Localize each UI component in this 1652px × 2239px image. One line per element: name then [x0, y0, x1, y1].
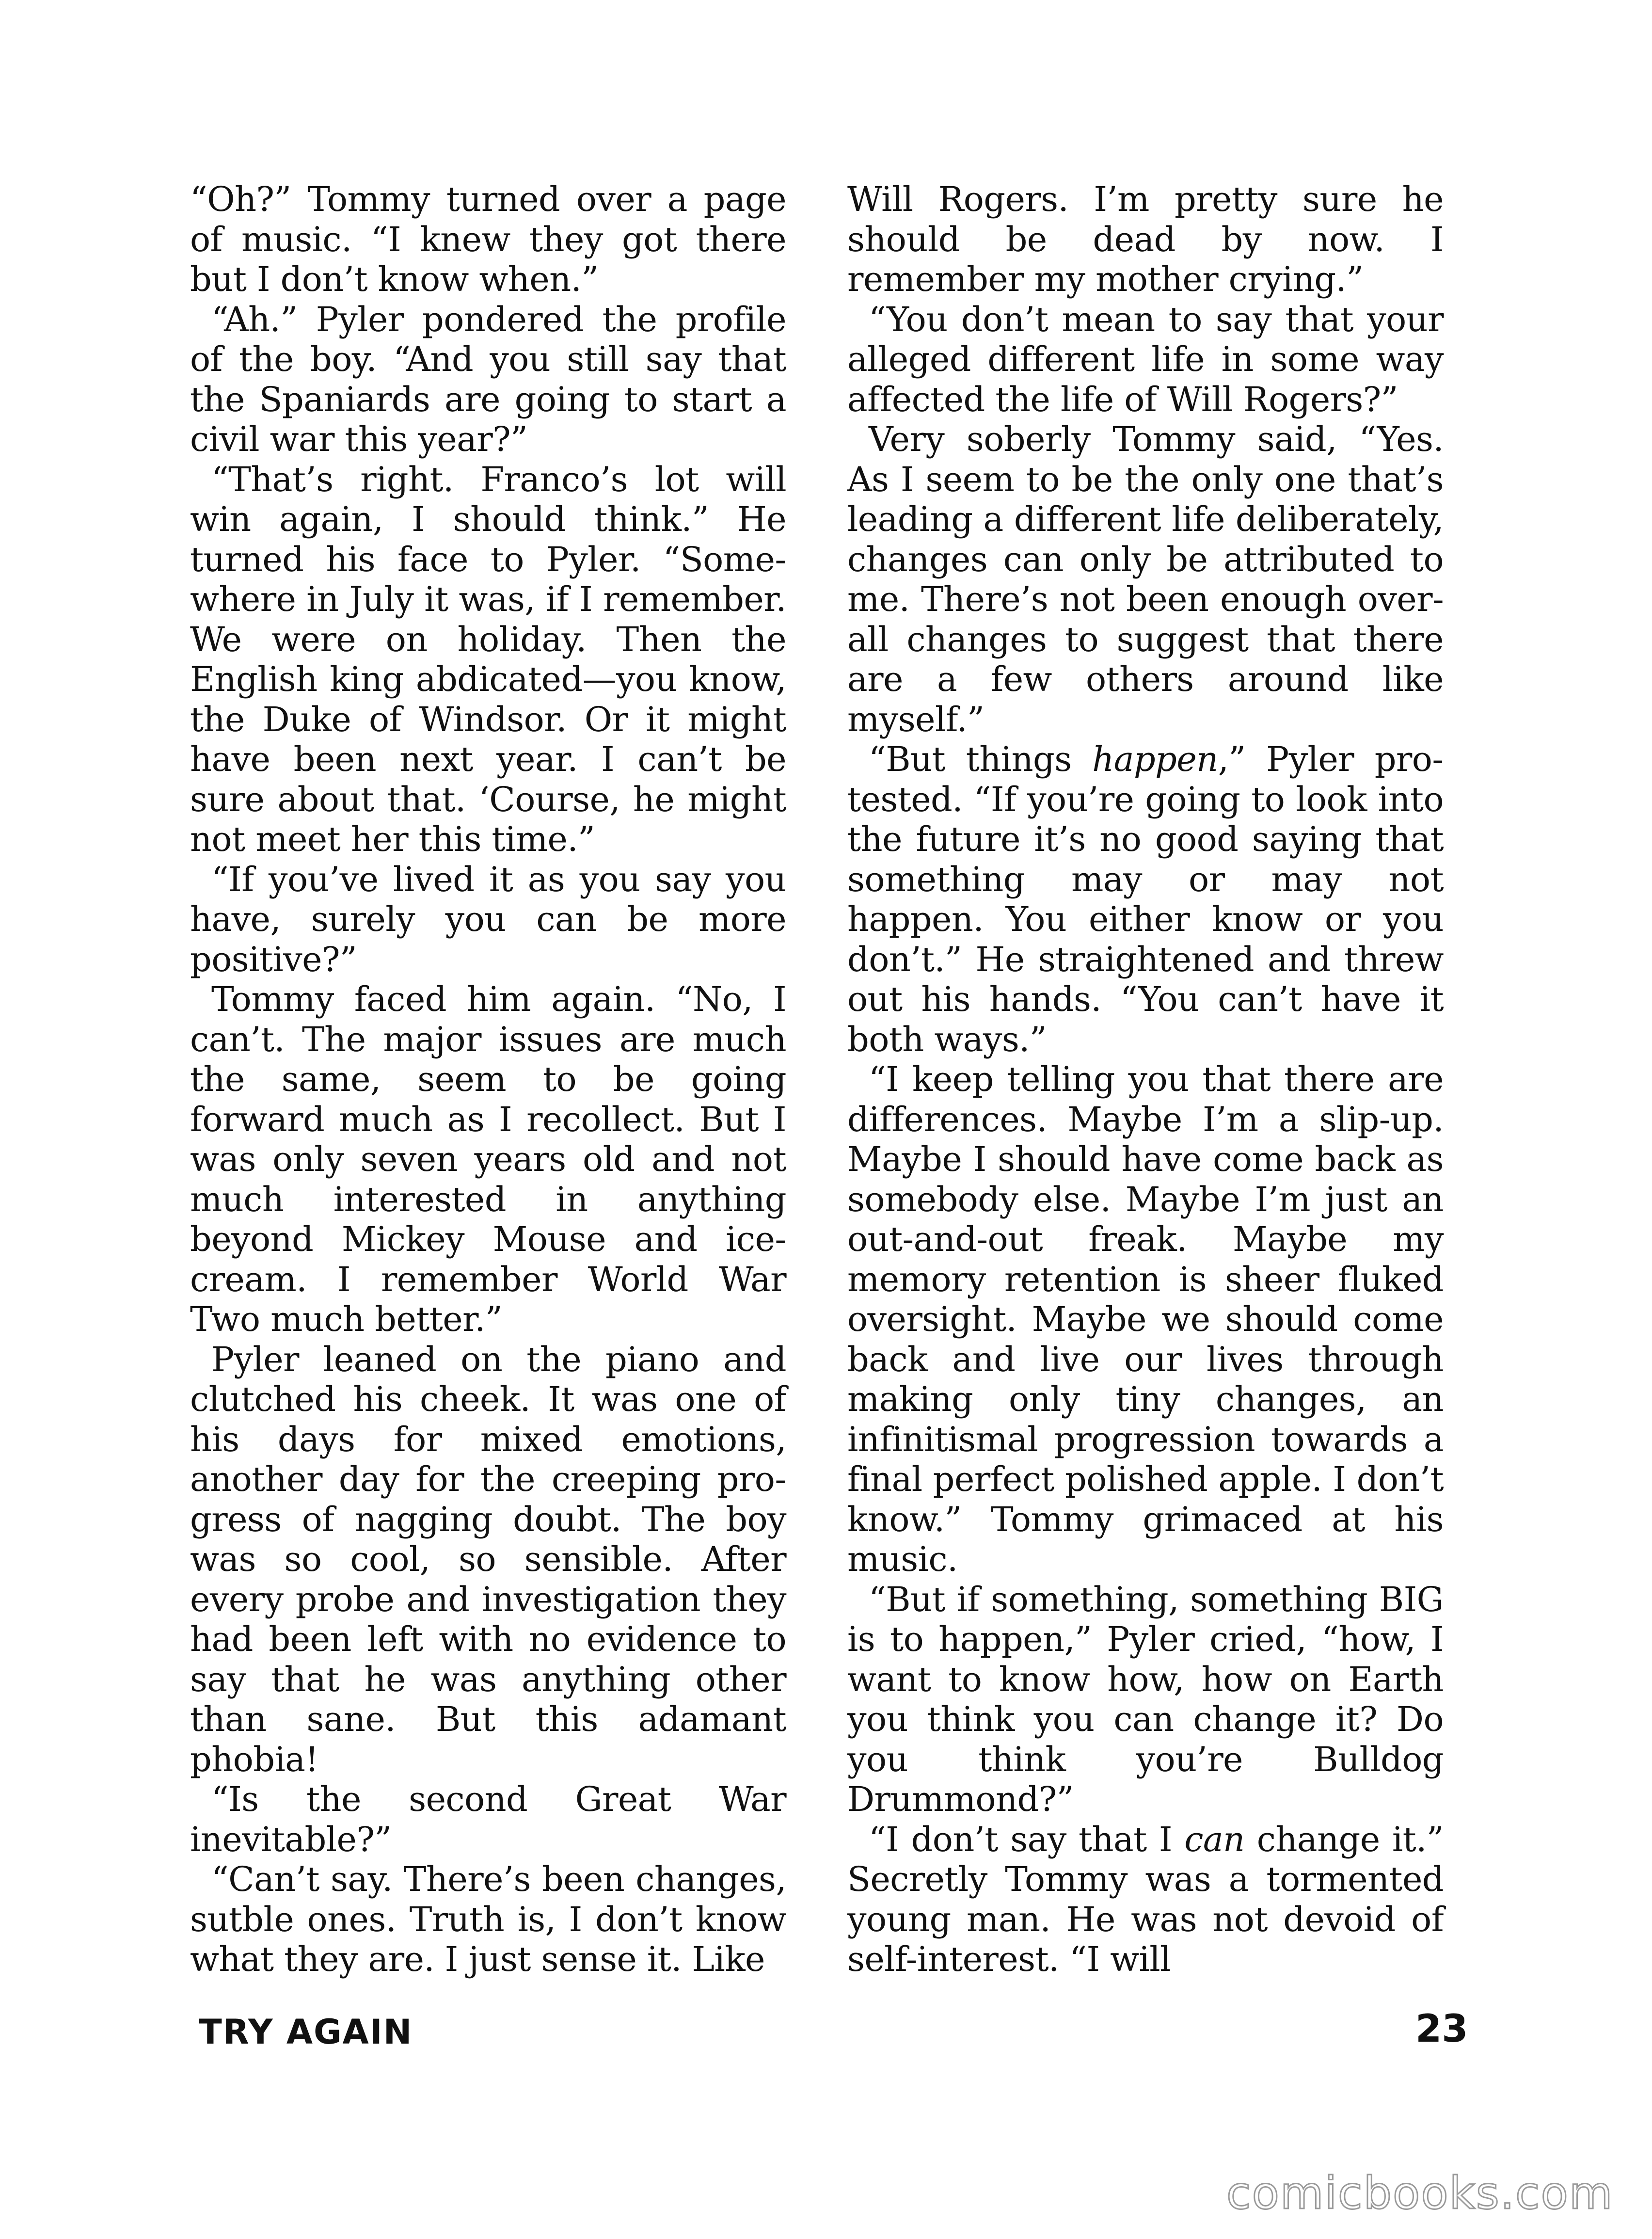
- paragraph: “Ah.” Pyler pondered the profile of the boy. “And you still say that the Spaniards are going to start a civil war this year?”: [190, 299, 786, 459]
- paragraph: Tommy faced him again. “No, I can’t. The major issues are much the same, seem to be going forward much as I recollect. But I was only seven years old and not much interested in anything beyond Mickey Mouse and icecream. I remember World War Two much better.”: [190, 979, 786, 1339]
- paragraph: “Is the second Great War inevitable?”: [190, 1779, 786, 1859]
- text-run: “I don’t say that I: [869, 1819, 1185, 1859]
- right-text-column: [847, 179, 1444, 1980]
- paragraph: “Can’t say. There’s been changes, sutble ones. Truth is, I don’t know what they are. I just sense it. Like: [190, 1859, 786, 1979]
- paragraph: Will Rogers. I’m pretty sure he should be dead by now. I remember my mother crying.”: [847, 179, 1444, 299]
- text-run: change it.” Secretly Tommy was a tormented young man. He was not devoid of self-interest. “I will: [847, 1819, 1444, 1979]
- running-footer-title: TRY AGAIN: [199, 2012, 413, 2052]
- paragraph: “Oh?” Tommy turned over a page of music. “I knew they got there but I don’t know when.”: [190, 179, 786, 299]
- paragraph: “But if something, something BIG is to happen,” Pyler cried, “how, I want to know how, how on Earth you think you can change it? Do you think you’re Bulldog Drummond?”: [847, 1579, 1444, 1819]
- text-run: ,” Pyler protested. “If you’re going to look into the future it’s no good saying that something may or may not happen. You either know or you don’t.” He straightened and threw out his hands. “You can’t have it both ways.”: [847, 739, 1444, 1059]
- left-text-column: [190, 179, 786, 1980]
- paragraph: “You don’t mean to say that your alleged different life in some way affected the life of Will Rogers?”: [847, 299, 1444, 419]
- paragraph: [847, 1820, 1444, 1980]
- paragraph: [847, 739, 1444, 1059]
- emphasis-text: happen: [1092, 739, 1218, 779]
- paragraph: Very soberly Tommy said, “Yes. As I seem to be the only one that’s leading a different life deliberately, changes can only be attributed to me. There’s not been enough over-all changes to suggest that there are a few others around like myself.”: [847, 419, 1444, 739]
- emphasis-text: can: [1184, 1819, 1245, 1859]
- watermark: comicbooks.com: [1226, 2167, 1614, 2219]
- paragraph: “That’s right. Franco’s lot will win again, I should think.” He turned his face to Pyler. “Somewhere in July it was, if I remember. We were on holiday. Then the English king abdicated—you know, the Duke of Windsor. Or it might have been next year. I can’t be sure about that. ‘Course, he might not meet her this time.”: [190, 459, 786, 859]
- page-number: 23: [1415, 2007, 1468, 2051]
- paragraph: “I keep telling you that there are differences. Maybe I’m a slip-up. Maybe I should have come back as somebody else. Maybe I’m just an out-and-out freak. Maybe my memory retention is sheer fluked oversight. Maybe we should come back and live our lives through making only tiny changes, an infinitismal progression towards a final perfect polished apple. I don’t know.” Tommy grimaced at his music.: [847, 1059, 1444, 1579]
- text-run: “But things: [869, 739, 1093, 779]
- paragraph: Pyler leaned on the piano and clutched his cheek. It was one of his days for mixed emotions, another day for the creeping progress of nagging doubt. The boy was so cool, so sensible. After every probe and investigation they had been left with no evidence to say that he was anything other than sane. But this adamant phobia!: [190, 1339, 786, 1779]
- paragraph: “If you’ve lived it as you say you have, surely you can be more positive?”: [190, 859, 786, 979]
